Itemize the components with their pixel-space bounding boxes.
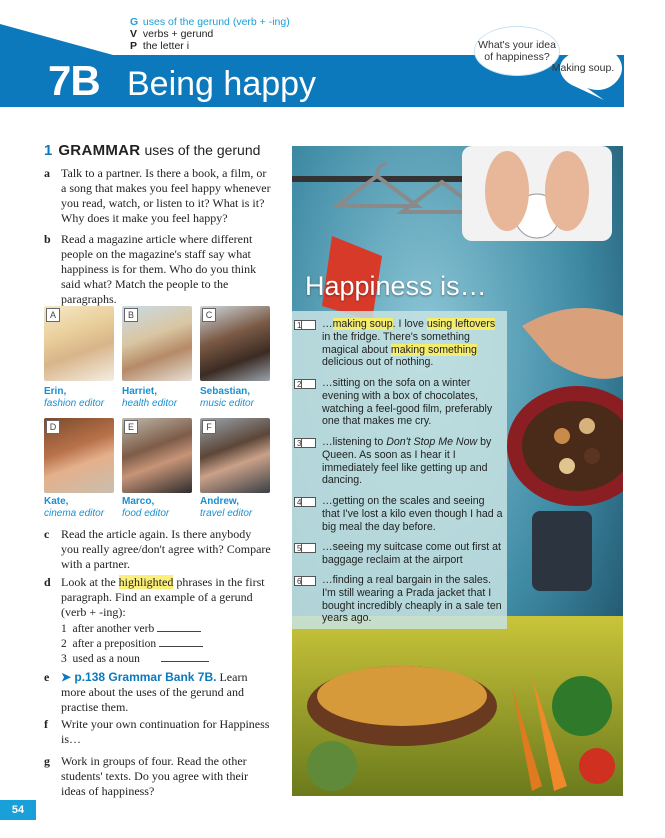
answer-box-1[interactable]: 1 [294, 320, 316, 330]
article-paragraph-3: …listening to Don't Stop Me Now by Queen. As soon as I hear it I immediately feel like getting up and dancing. [322, 436, 492, 487]
focus-vocabulary: verbs + gerund [142, 28, 214, 40]
article-paragraph-4: …getting on the scales and seeing that I've lost a kilo even though I had a big meal the day before. [322, 495, 503, 533]
exercise-b: b Read a magazine article where different people on the magazine's staff say what happiness is for them. Who do you think said what? Match the people to the paragraphs. [44, 232, 257, 306]
photo-tag-a: A [46, 308, 60, 322]
article-paragraph-6: …finding a real bargain in the sales. I'm still wearing a Prada jacket that I bought incredibly cheaply in a sale ten years ago. [322, 574, 502, 625]
d-item-1: 1 after another verb [61, 621, 201, 637]
article-title: Happiness is… [305, 271, 487, 301]
exercise-f: f Write your own continuation for Happiness is… [44, 717, 270, 746]
highlighted-word: highlighted [118, 575, 174, 589]
d-item-2: 2 after a preposition [61, 636, 203, 652]
person-caption-b: Harriet, health editor [122, 386, 178, 409]
exercise-a: a Talk to a partner. Is there a book, a film, or a song that makes you feel happy whenever you read, watch, or listen to it? What is it? Why does it make you feel happy? [44, 166, 271, 225]
answer-box-3[interactable]: 3 [294, 438, 316, 448]
exercise-g: g Work in groups of four. Read the other students' texts. Do you agree with their ideas of happiness? [44, 754, 249, 798]
photo-tag-e: E [124, 420, 138, 434]
photo-tag-f: F [202, 420, 216, 434]
article-paragraph-5: …seeing my suitcase come out first at baggage reclaim at the airport [322, 541, 501, 566]
photo-tag-c: C [202, 308, 216, 322]
answer-blank[interactable] [159, 636, 203, 647]
grammar-bank-link[interactable]: ➤ p.138 Grammar Bank 7B. [61, 670, 217, 684]
answer-box-4[interactable]: 4 [294, 497, 316, 507]
person-caption-d: Kate, cinema editor [44, 496, 105, 519]
d-item-3: 3 used as a noun [61, 651, 209, 667]
focus-pronunciation: the letter i [142, 40, 190, 52]
answer-box-6[interactable]: 6 [294, 576, 316, 586]
person-caption-a: Erin, fashion editor [44, 386, 105, 409]
lesson-focus: G uses of the gerund (verb + -ing) V verbs + gerund P the letter i [130, 16, 290, 52]
article-paragraph-2: …sitting on the sofa on a winter evening with a box of chocolates, watching a feel-good film, preferably one that makes me cry. [322, 377, 493, 428]
answer-blank[interactable] [161, 651, 209, 662]
article-paragraph-1: …making soup. I love using leftovers in the fridge. There's something magical about making something delicious out of nothing. [322, 318, 496, 369]
page-number: 54 [0, 800, 36, 820]
answer-box-5[interactable]: 5 [294, 543, 316, 553]
person-caption-e: Marco, food editor [122, 496, 170, 519]
photo-tag-b: B [124, 308, 138, 322]
person-caption-f: Andrew, travel editor [200, 496, 253, 519]
unit-number: 7B [48, 57, 100, 104]
exercise-c: c Read the article again. Is there anybody you really agree/don't agree with? Compare with a partner. [44, 527, 271, 571]
speech-bubble-answer: Making soup. [551, 62, 615, 74]
answer-blank[interactable] [157, 621, 201, 632]
focus-grammar: uses of the gerund (verb + -ing) [142, 16, 290, 28]
photo-tag-d: D [46, 420, 60, 434]
header-diagonal [0, 24, 124, 58]
person-caption-c: Sebastian, music editor [200, 386, 254, 409]
section-heading: 1 GRAMMAR uses of the gerund [44, 142, 261, 159]
page-title: Being happy [127, 65, 317, 103]
exercise-d: d Look at the highlighted phrases in the first paragraph. Find an example of a gerund (verb + -ing): [44, 575, 265, 619]
speech-bubble-question: What's your idea of happiness? [474, 26, 560, 76]
answer-box-2[interactable]: 2 [294, 379, 316, 389]
exercise-e: e ➤ p.138 Grammar Bank 7B. Learn more about the uses of the gerund and practise them. [44, 670, 248, 714]
